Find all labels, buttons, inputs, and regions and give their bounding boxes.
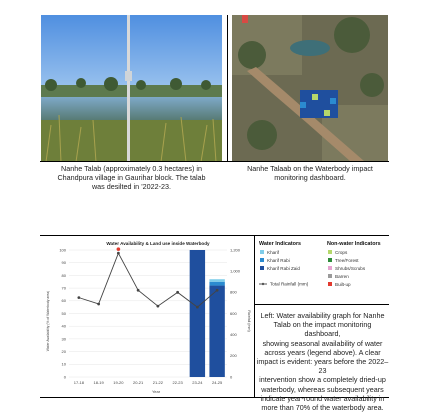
satellite-map <box>232 15 388 161</box>
divider-vertical-top <box>227 15 228 161</box>
legend-shrubs-scrubs: Shrubs/Scrubs <box>335 266 366 271</box>
legend-swatch <box>260 266 264 270</box>
chart-x-axis <box>74 380 223 385</box>
y-tick-label: 0 <box>63 374 66 380</box>
y-tick-label: 70 <box>61 285 66 291</box>
chart-title: Water Availability & Land use inside Waterbody <box>106 241 210 246</box>
rainfall-point <box>216 289 219 292</box>
chart-x-label: Year <box>151 389 161 394</box>
y-tick-label: 10 <box>61 361 66 367</box>
x-tick-label: 22-23 <box>172 380 183 385</box>
rainfall-point <box>156 305 159 308</box>
rainfall-point <box>117 252 120 255</box>
rainfall-point <box>97 303 100 306</box>
legend-tree-forest: Tree/Forest <box>335 258 359 263</box>
built-up-marker <box>117 247 121 251</box>
water-availability-chart <box>42 237 252 395</box>
bar-kharif-rabi <box>209 282 224 286</box>
rainfall-point <box>137 289 140 292</box>
y-tick-label: 20 <box>61 349 66 354</box>
legend-rainfall-marker <box>262 283 264 285</box>
y-tick-label: 50 <box>61 310 66 316</box>
x-tick-label: 19-20 <box>113 380 124 385</box>
y-tick-label: 30 <box>61 336 66 342</box>
y2-tick-label: 0 <box>230 374 233 380</box>
chart-svg <box>42 237 252 395</box>
legend-swatch <box>328 266 332 270</box>
description-line: Talab on the impact monitoring dashboard, <box>273 320 372 339</box>
water-indicators-title: Water Indicators <box>259 241 302 247</box>
y-tick-label: 100 <box>59 247 66 253</box>
rainfall-point <box>176 291 179 294</box>
x-tick-label: 18-19 <box>93 380 104 385</box>
x-tick-label: 24-25 <box>212 380 223 385</box>
waterbody-overlay <box>300 90 338 118</box>
photo-caption-line: was desilted in ’2022-23. <box>91 182 172 191</box>
legend-barren: Barren <box>335 274 349 279</box>
x-tick-label: 21-22 <box>152 380 163 385</box>
map-caption <box>232 164 388 182</box>
chart-y2-label: Rainfall (mm) <box>247 310 251 332</box>
chart-y-axis <box>59 247 66 379</box>
legend-rainfall: Total Rainfall (mm) <box>270 281 309 287</box>
y2-tick-label: 200 <box>230 353 237 359</box>
legend-swatch <box>260 250 264 254</box>
legend-panel <box>257 237 388 303</box>
x-tick-label: 23-24 <box>192 380 203 385</box>
nonwater-indicators-title: Non-water Indicators <box>327 241 381 247</box>
legend-kharif-rabi-zaid: Kharif Rabi Zaid <box>267 266 300 271</box>
y2-tick-label: 400 <box>230 332 237 338</box>
legend-built-up: Built-up <box>335 282 351 287</box>
y2-tick-label: 1,000 <box>230 268 241 274</box>
legend-swatch <box>328 258 332 262</box>
rainfall-point <box>77 296 80 299</box>
y-tick-label: 90 <box>61 260 66 266</box>
description-line: showing seasonal availability of water <box>262 338 383 348</box>
photo-caption <box>41 164 222 191</box>
map-caption-line: monitoring dashboard. <box>274 173 346 182</box>
photo-caption-line: Chandpura village in Gaurihar block. The talab <box>57 173 206 182</box>
photo-caption-line: Nanhe Talab (approximately 0.3 hectares) in <box>61 164 202 173</box>
chart-y-label: Water Availability (% of Waterbody area) <box>46 290 50 352</box>
chart-y2-axis <box>230 247 241 379</box>
x-tick-label: 17-18 <box>73 380 84 385</box>
legend-kharif-rabi: Kharif Rabi <box>267 258 290 263</box>
chart-description <box>256 311 389 412</box>
description-line: across years (legend above). A clear <box>264 347 381 357</box>
pond-photo <box>41 15 222 162</box>
rainfall-point <box>196 306 199 309</box>
divider-bottom-top <box>40 235 389 236</box>
description-line: indicate year-round water availability in <box>260 393 385 403</box>
description-line: more than 70% of the waterbody area. <box>261 403 384 413</box>
description-line: Left: Water availability graph for Nanhe <box>260 311 385 320</box>
y-tick-label: 60 <box>61 298 66 304</box>
y2-tick-label: 600 <box>230 310 237 316</box>
divider-legend <box>255 304 389 305</box>
y-tick-label: 80 <box>61 272 66 278</box>
description-line: impact is evident: years before the 2022–23 <box>256 357 389 376</box>
bar-kharif <box>209 279 224 282</box>
pole <box>127 15 130 162</box>
legend-swatch <box>260 258 264 262</box>
legend-crops: Crops <box>335 250 348 255</box>
bar-kharif-rabi-zaid <box>190 250 205 377</box>
y2-tick-label: 1,200 <box>230 247 241 253</box>
legend-kharif: Kharif <box>267 250 280 255</box>
description-line: intervention show a completely dried-up <box>259 375 386 385</box>
y-tick-label: 40 <box>61 323 66 329</box>
legend-swatch <box>328 250 332 254</box>
x-tick-label: 20-21 <box>133 380 144 385</box>
bar-kharif-rabi-zaid <box>209 286 224 377</box>
map-caption-line: Nanhe Talaab on the Waterbody impact <box>247 164 373 173</box>
y2-tick-label: 800 <box>230 289 237 295</box>
legend-swatch <box>328 282 332 286</box>
legend-swatch <box>328 274 332 278</box>
description-line: waterbody, whereas subsequent years <box>261 384 384 394</box>
divider-top <box>40 161 389 162</box>
divider-vertical-bottom <box>254 235 255 397</box>
